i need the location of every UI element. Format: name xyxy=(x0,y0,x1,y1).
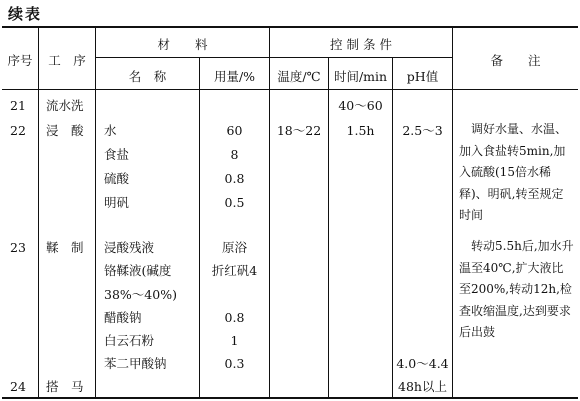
name-cell: 明矾 xyxy=(104,195,130,210)
ph-cell: 2.5～3 xyxy=(402,123,443,138)
temp-cell: 18～22 xyxy=(276,123,322,138)
seq-cell: 23 xyxy=(10,240,26,255)
col-divider xyxy=(392,58,393,397)
dosage-cell: 0.8 xyxy=(224,171,245,186)
header-seq: 序号 xyxy=(7,53,33,68)
dosage-cell: 0.5 xyxy=(224,195,245,210)
name-cell: 硫酸 xyxy=(104,171,130,186)
col-divider xyxy=(38,27,39,397)
process-cell: 流水洗 xyxy=(46,98,84,113)
process-cell: 鞣 制 xyxy=(46,240,84,255)
dosage-cell: 0.3 xyxy=(224,356,245,371)
seq-cell: 21 xyxy=(10,98,26,113)
header-time: 时间/min xyxy=(333,69,388,84)
name-cell: 浸酸残液 xyxy=(104,240,155,255)
header-process: 工 序 xyxy=(48,53,86,68)
dosage-cell: 原浴 xyxy=(221,240,247,255)
dosage-cell: 8 xyxy=(230,147,239,162)
dosage-cell: 折红矾4 xyxy=(211,263,258,278)
header-bottom-rule xyxy=(2,89,578,90)
remark-tanning: 转动5.5h后,加水升温至40℃,扩大液比至200%,转动12h,检查收缩温度,达到要求后出鼓 xyxy=(459,239,574,339)
seq-cell: 22 xyxy=(10,123,26,138)
process-cell: 浸 酸 xyxy=(46,123,84,138)
col-divider xyxy=(452,27,453,397)
ph-cell: 4.0～4.4 xyxy=(396,356,449,371)
name-cell: 醋酸钠 xyxy=(104,310,142,325)
header-name: 名 称 xyxy=(128,69,167,84)
name-cell: 苯二甲酸钠 xyxy=(104,356,167,371)
time-cell: 40～60 xyxy=(338,98,383,113)
table-bottom-rule xyxy=(2,397,578,399)
header-control: 控 制 条 件 xyxy=(330,37,392,52)
seq-cell: 24 xyxy=(10,379,26,394)
header-mid-rule xyxy=(95,57,452,58)
header-remarks: 备 注 xyxy=(490,53,541,68)
header-ph: pH值 xyxy=(406,69,439,84)
name-cell: 水 xyxy=(104,123,117,138)
process-cell: 搭 马 xyxy=(46,379,84,394)
table-top-rule xyxy=(2,26,578,28)
name-cell: 38%～40%) xyxy=(104,287,177,302)
table-caption: 续表 xyxy=(8,5,43,23)
header-temp: 温度/℃ xyxy=(277,69,321,84)
header-dosage: 用量/% xyxy=(213,69,256,84)
dosage-cell: 60 xyxy=(226,123,243,138)
time-cell: 1.5h xyxy=(346,123,375,138)
header-materials: 材 料 xyxy=(157,37,208,52)
name-cell: 食盐 xyxy=(104,147,130,162)
ph-cell: 48h以上 xyxy=(398,379,447,394)
name-cell: 白云石粉 xyxy=(104,333,155,348)
name-cell: 铬鞣液(碱度 xyxy=(104,263,172,278)
dosage-cell: 0.8 xyxy=(224,310,245,325)
remark-immersion-acid: 调好水量、水温、加入食盐转5min,加入硫酸(15倍水稀释)、明矾,转至规定时间 xyxy=(459,122,568,222)
dosage-cell: 1 xyxy=(230,333,239,348)
